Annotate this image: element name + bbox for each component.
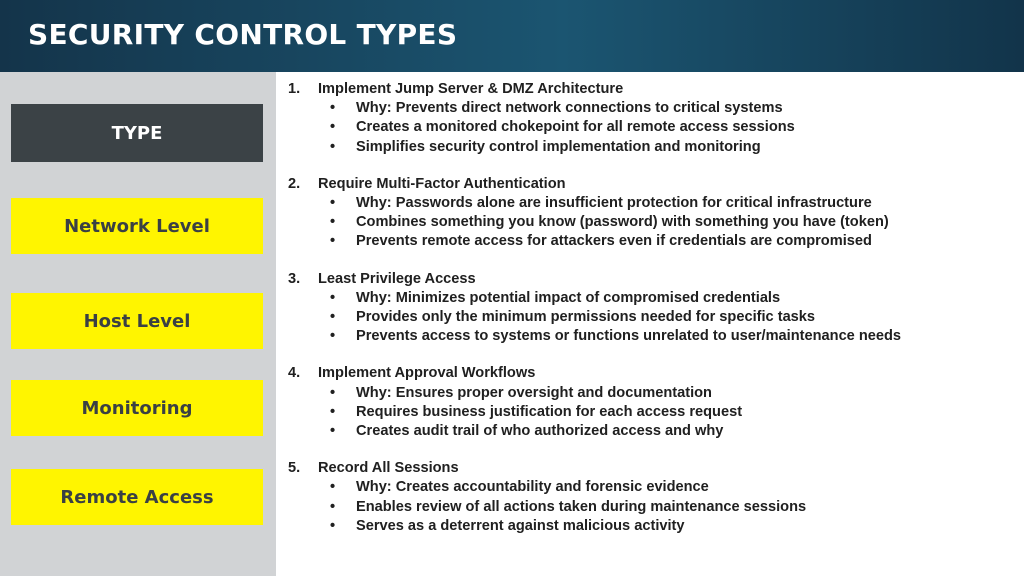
- bullet-icon: •: [330, 423, 336, 440]
- section-number: 2.: [288, 175, 301, 192]
- section-title: Record All Sessions: [318, 460, 459, 477]
- bullet-text: Enables review of all actions taken during maintenance sessions: [356, 498, 807, 515]
- bullet-text: Simplifies security control implementation and monitoring: [356, 138, 761, 155]
- section-approval-workflows: [288, 364, 1018, 441]
- section-jump-server: [288, 80, 1018, 157]
- monitoring-box: Monitoring: [11, 380, 263, 436]
- bullet-text: Requires business justification for each access request: [356, 403, 743, 420]
- bullet-icon: •: [330, 498, 336, 515]
- section-number: 5.: [288, 460, 301, 477]
- type-header-box: TYPE: [11, 104, 263, 162]
- bullet-item: [288, 99, 1018, 118]
- bullet-item: [288, 289, 1018, 308]
- bullet-icon: •: [330, 100, 336, 117]
- bullet-text: Why: Prevents direct network connections to critical systems: [356, 100, 783, 117]
- page-title: SECURITY CONTROL TYPES: [28, 18, 458, 51]
- bullet-item: [288, 194, 1018, 213]
- bullet-icon: •: [330, 195, 336, 212]
- bullet-text: Why: Creates accountability and forensic evidence: [356, 479, 709, 496]
- bullet-text: Why: Minimizes potential impact of compromised credentials: [356, 289, 781, 306]
- bullet-text: Serves as a deterrent against malicious activity: [356, 517, 685, 534]
- remote-access-box: Remote Access: [11, 469, 263, 525]
- section-number: 4.: [288, 365, 301, 382]
- bullet-icon: •: [330, 214, 336, 231]
- bullet-item: [288, 118, 1018, 137]
- bullet-item: [288, 308, 1018, 327]
- bullet-icon: •: [330, 119, 336, 136]
- bullet-item: [288, 478, 1018, 497]
- bullet-icon: •: [330, 138, 336, 155]
- bullet-item: [288, 422, 1018, 441]
- bullet-icon: •: [330, 517, 336, 534]
- section-heading: [288, 459, 1018, 478]
- sidebar: [0, 72, 276, 576]
- bullet-text: Prevents access to systems or functions unrelated to user/maintenance needs: [356, 328, 902, 345]
- section-number: 1.: [288, 81, 301, 97]
- bullet-icon: •: [330, 289, 336, 306]
- network-level-box: Network Level: [11, 198, 263, 254]
- section-record-sessions: [288, 459, 1018, 536]
- section-mfa: [288, 175, 1018, 252]
- bullet-icon: •: [330, 384, 336, 401]
- section-title: Implement Jump Server & DMZ Architecture: [318, 81, 624, 97]
- bullet-icon: •: [330, 328, 336, 345]
- bullet-item: [288, 384, 1018, 403]
- bullet-text: Provides only the minimum permissions needed for specific tasks: [356, 309, 816, 326]
- bullet-item: [288, 138, 1018, 157]
- bullet-item: [288, 517, 1018, 536]
- section-title: Require Multi-Factor Authentication: [318, 175, 566, 192]
- bullet-text: Why: Ensures proper oversight and documentation: [356, 384, 712, 401]
- bullet-icon: •: [330, 403, 336, 420]
- bullet-item: [288, 498, 1018, 517]
- section-least-privilege: [288, 270, 1018, 347]
- title-bar: [0, 0, 1024, 72]
- bullet-icon: •: [330, 309, 336, 326]
- bullet-text: Why: Passwords alone are insufficient protection for critical infrastructure: [356, 195, 872, 212]
- section-title: Least Privilege Access: [318, 270, 476, 287]
- section-title: Implement Approval Workflows: [318, 365, 536, 382]
- bullet-item: [288, 213, 1018, 232]
- bullet-icon: •: [330, 479, 336, 496]
- bullet-item: [288, 327, 1018, 346]
- host-level-box: Host Level: [11, 293, 263, 349]
- section-heading: [288, 270, 1018, 289]
- bullet-item: [288, 232, 1018, 251]
- bullet-icon: •: [330, 233, 336, 250]
- bullet-item: [288, 403, 1018, 422]
- section-heading: [288, 175, 1018, 194]
- control-list: [288, 80, 1018, 554]
- bullet-text: Creates a monitored chokepoint for all remote access sessions: [356, 119, 795, 136]
- section-number: 3.: [288, 270, 301, 287]
- section-heading: [288, 364, 1018, 383]
- bullet-text: Prevents remote access for attackers even if credentials are compromised: [356, 233, 872, 250]
- bullet-text: Combines something you know (password) with something you have (token): [356, 214, 889, 231]
- bullet-text: Creates audit trail of who authorized access and why: [356, 423, 724, 440]
- section-heading: [288, 80, 1018, 99]
